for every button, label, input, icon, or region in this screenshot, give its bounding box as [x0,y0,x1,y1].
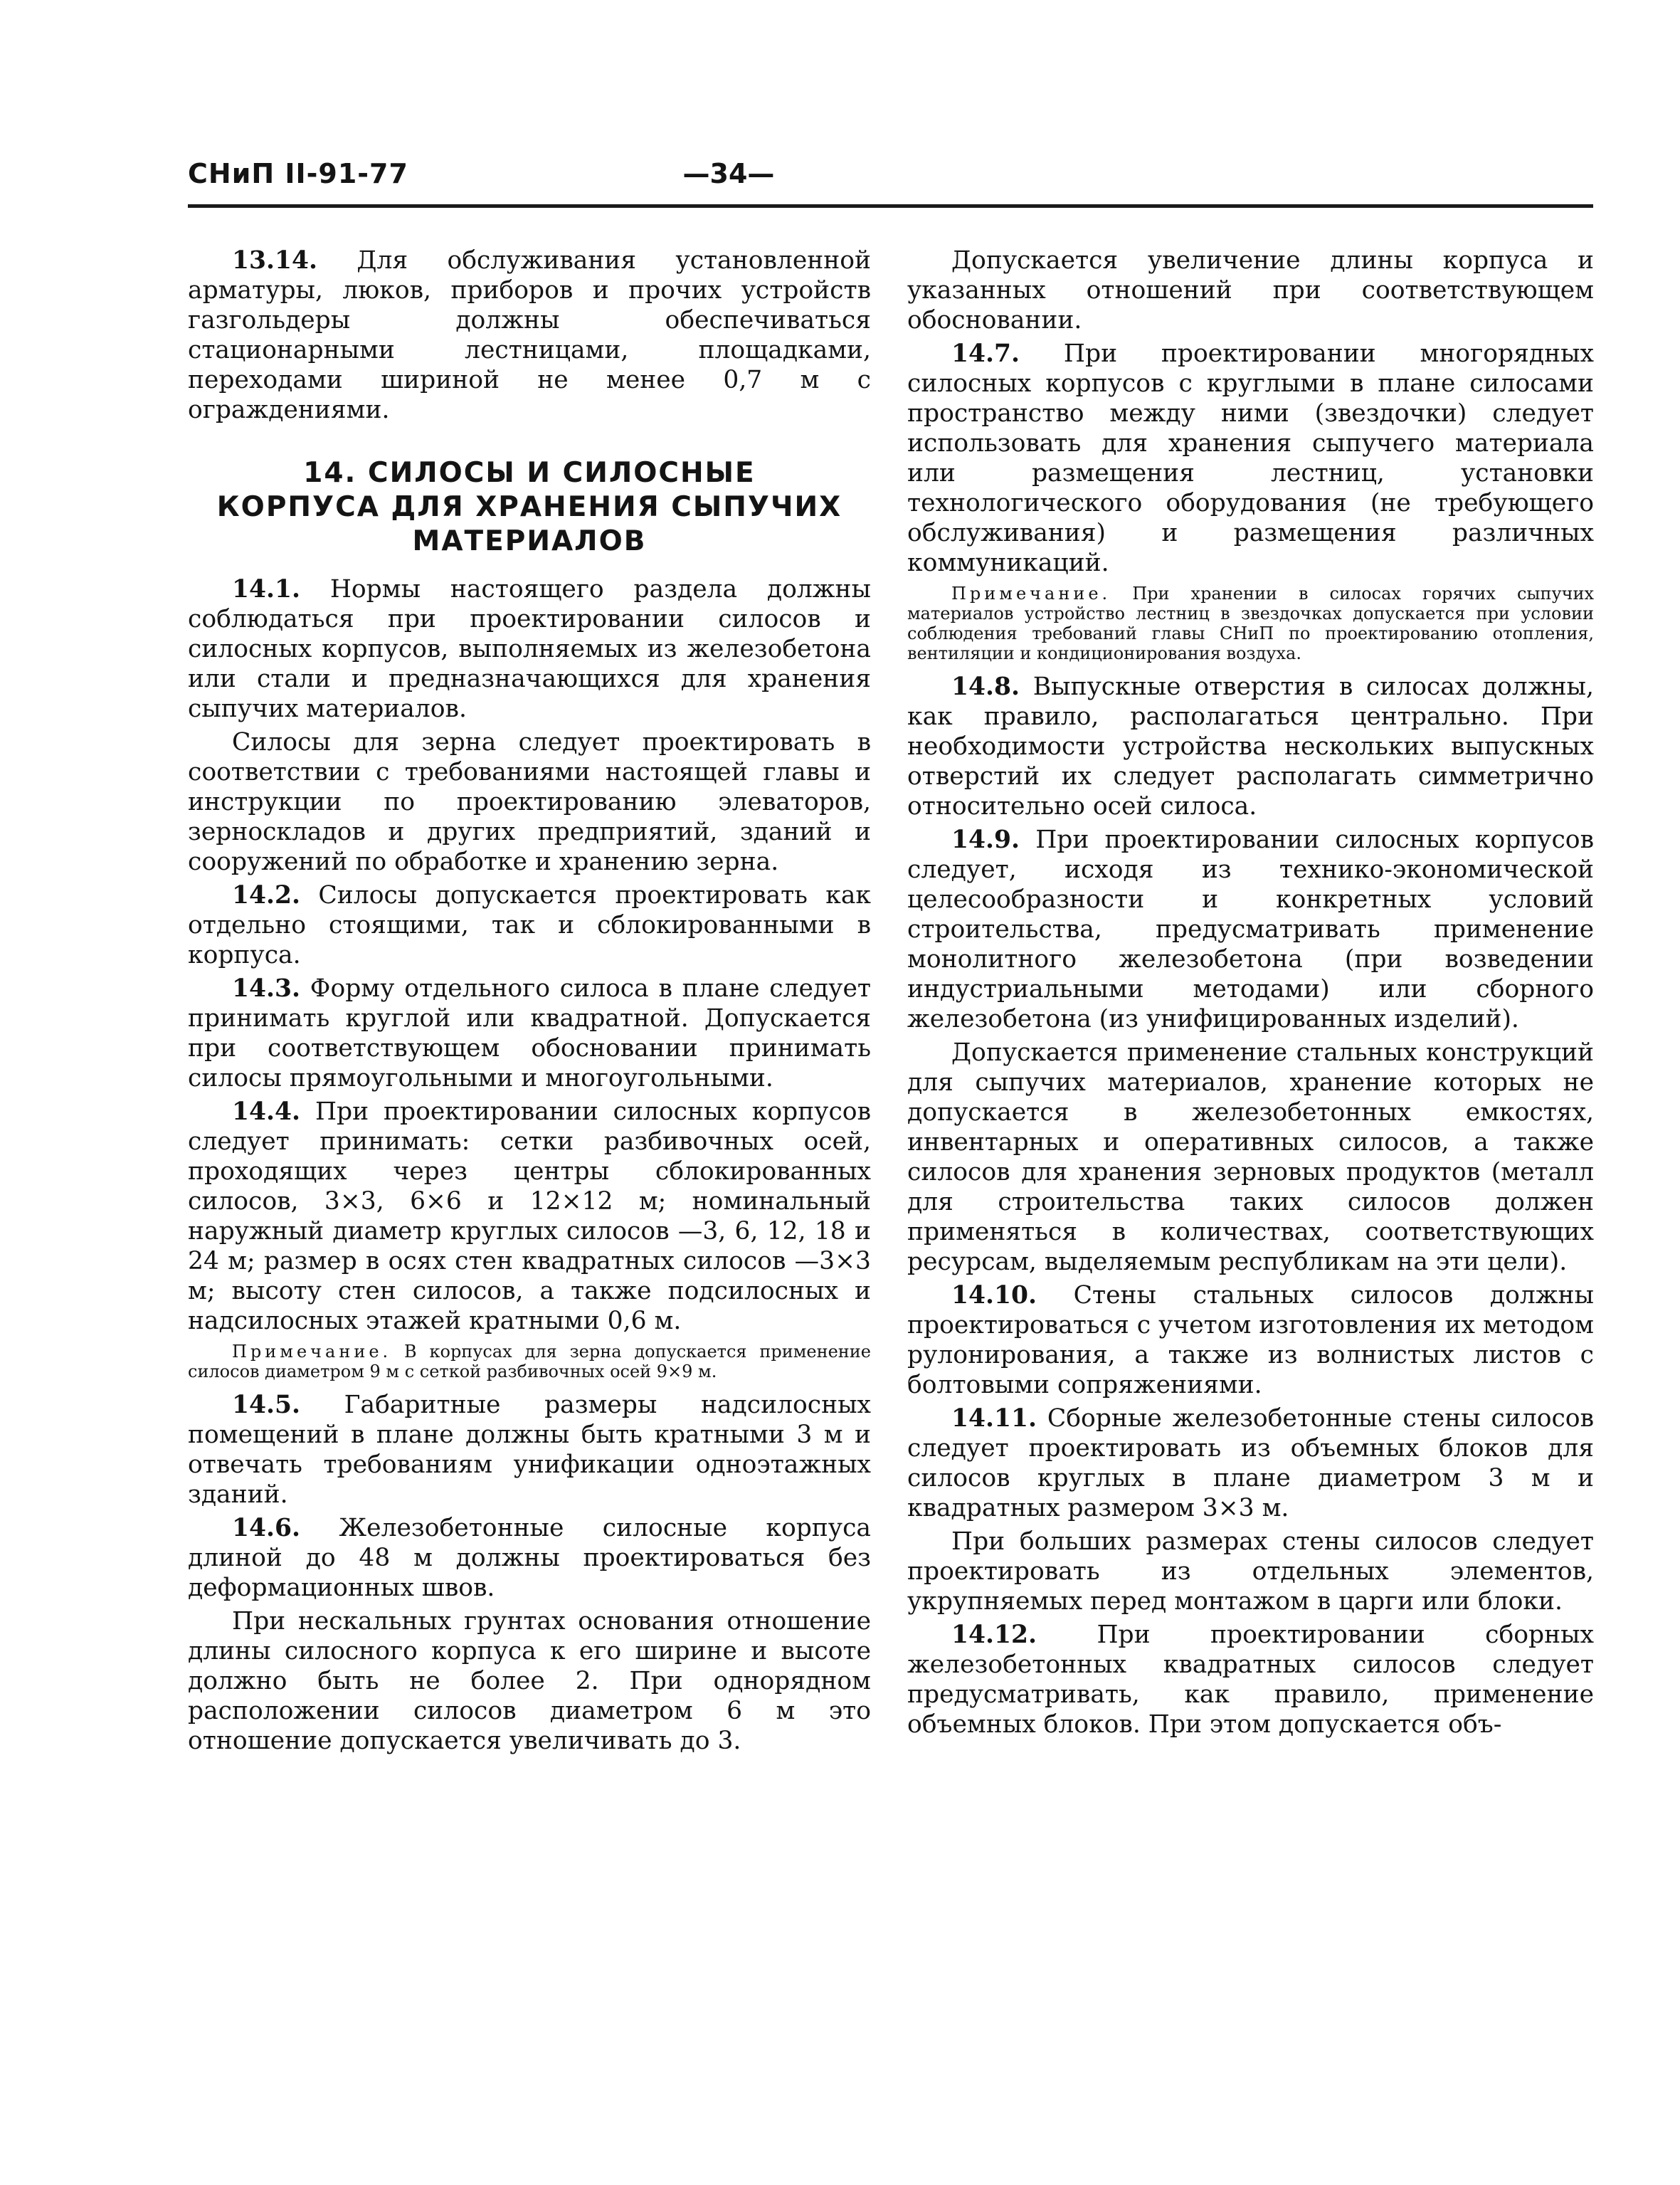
clause-text: При проектировании силосных корпусов следует принимать: сетки разбивочных осей, проходящих через центры сблокированных силосов, 3×3, 6×6 и 12×12 м; номинальный наружный диаметр круглых силосов —3, 6, 12, 18 и 24 м; размер в осях стен квадратных силосов —3×3 м; высоту стен силосов, а также подсилосных и надсилосных этажей кратными 0,6 м. [188,1097,871,1335]
paragraph-14-7 [907,339,1594,578]
clause-text: Габаритные размеры надсилосных помещений в плане должны быть кратными 3 м и отвечать требованиям унификации одноэтажных зданий. [188,1391,871,1509]
left-column [188,246,871,1759]
note-14-7 [907,584,1594,663]
paragraph-14-9-continued: Допускается применение стальных конструкций для сыпучих материалов, хранение которых не допускается в железобетонных емкостях, инвентарных и оперативных силосов, а также силосов для хранения зерновых продуктов (металл для строительства таких силосов должен применяться в количествах, соответствующих ресурсам, выделяемым республикам на эти цели). [907,1038,1594,1276]
clause-text: Стены стальных силосов должны проектироваться с учетом изготовления их методом рулонирования, а также из волнистых листов с болтовыми сопряжениями. [907,1281,1594,1399]
paragraph-14-11 [907,1404,1594,1523]
clause-number: 14.3. [232,974,301,1003]
section-title-line: МАТЕРИАЛОВ [412,525,647,557]
clause-text: При проектировании сборных железобетонных квадратных силосов следует предусматривать, как правило, применение объемных блоков. При этом допускается объ- [907,1621,1594,1739]
paragraph-14-3 [188,974,871,1093]
clause-number: 14.10. [951,1281,1037,1310]
note-14-4 [188,1342,871,1381]
clause-text: Форму отдельного силоса в плане следует принимать круглой или квадратной. Допускается при соответствующем обосновании принимать силосы прямоугольными и многоугольными. [188,974,871,1092]
right-column [907,246,1594,1743]
clause-text: Железобетонные силосные корпуса длиной до 48 м должны проектироваться без деформационных швов. [188,1514,871,1602]
clause-number: 14.2. [232,881,301,910]
document-code: СНиП II-91-77 [188,158,408,189]
clause-number: 14.12. [951,1621,1037,1649]
paragraph-14-1 [188,574,871,724]
paragraph-14-1-continued: Силосы для зерна следует проектировать в соответствии с требованиями настоящей главы и инструкции по проектированию элеваторов, зерноскладов и других предприятий, зданий и сооружений по обработке и хранению зерна. [188,728,871,876]
section-title-line: КОРПУСА ДЛЯ ХРАНЕНИЯ СЫПУЧИХ [216,491,842,523]
paragraph-14-2 [188,880,871,970]
note-label: Примечание. [951,584,1111,604]
note-label: Примечание. [232,1342,392,1362]
paragraph-14-9 [907,825,1594,1034]
paragraph-14-6-continued: При нескальных грунтах основания отношение длины силосного корпуса к его ширине и высоте должно быть не более 2. При однорядном расположении силосов диаметром 6 м это отношение допускается увеличивать до 3. [188,1607,871,1755]
note-text: В корпусах для зерна допускается применение силосов диаметром 9 м с сеткой разбивочных осей 9×9 м. [188,1342,871,1381]
clause-number: 14.5. [232,1391,301,1419]
paragraph-continued: Допускается увеличение длины корпуса и указанных отношений при соответствующем обосновании. [907,246,1594,335]
clause-number: 14.6. [232,1514,301,1542]
page-header [188,158,1501,208]
paragraph-14-12 [907,1620,1594,1739]
clause-number: 14.9. [951,826,1020,854]
note-text: При хранении в силосах горячих сыпучих материалов устройство лестниц в звездочках допускается при условии соблюдения требований главы СНиП по проектированию отопления, вентиляции и кондиционирования воздуха. [907,584,1594,663]
clause-text: При проектировании многорядных силосных корпусов с круглыми в плане силосами пространство между ними (звездочки) следует использовать для хранения сыпучего материала или размещения лестниц, установки технологического оборудования (не требующего обслуживания) и размещения различных коммуникаций. [907,339,1594,577]
paragraph-14-11-continued: При больших размерах стены силосов следует проектировать из отдельных элементов, укрупняемых перед монтажом в царги или блоки. [907,1527,1594,1616]
paragraph-14-4 [188,1097,871,1336]
clause-number: 13.14. [232,246,318,275]
clause-text: Выпускные отверстия в силосах должны, как правило, располагаться центрально. При необходимости устройства нескольких выпускных отверстий их следует располагать симметрично относительно осей силоса. [907,673,1594,821]
paragraph-14-10 [907,1280,1594,1400]
paragraph-13-14 [188,246,871,425]
paragraph-14-5 [188,1390,871,1510]
clause-number: 14.7. [951,339,1020,368]
paragraph-14-8 [907,672,1594,821]
clause-number: 14.11. [951,1404,1037,1433]
paragraph-14-6 [188,1513,871,1603]
clause-number: 14.8. [951,673,1020,701]
section-title [188,456,871,559]
clause-text: Нормы настоящего раздела должны соблюдаться при проектировании силосов и силосных корпусов, выполняемых из железобетона или стали и предназначающихся для хранения сыпучих материалов. [188,575,871,723]
clause-number: 14.1. [232,575,301,604]
section-title-line: 14. СИЛОСЫ И СИЛОСНЫЕ [303,457,756,489]
clause-text: Сборные железобетонные стены силосов следует проектировать из объемных блоков для силосов круглых в плане диаметром 3 м и квадратных размером 3×3 м. [907,1404,1594,1522]
clause-text: При проектировании силосных корпусов следует, исходя из технико-экономической целесообразности и конкретных условий строительства, предусматривать применение монолитного железобетона (при возведении индустриальными методами) или сборного железобетона (из унифицированных изделий). [907,826,1594,1033]
page-number: —34— [682,158,775,189]
header-rule [188,204,1593,208]
clause-number: 14.4. [232,1097,301,1126]
clause-text: Силосы допускается проектировать как отдельно стоящими, так и сблокированными в корпуса. [188,881,871,969]
clause-text: Для обслуживания установленной арматуры, люков, приборов и прочих устройств газгольдеры должны обеспечиваться стационарными лестницами, площадками, переходами шириной не менее 0,7 м с ограждениями. [188,246,871,424]
